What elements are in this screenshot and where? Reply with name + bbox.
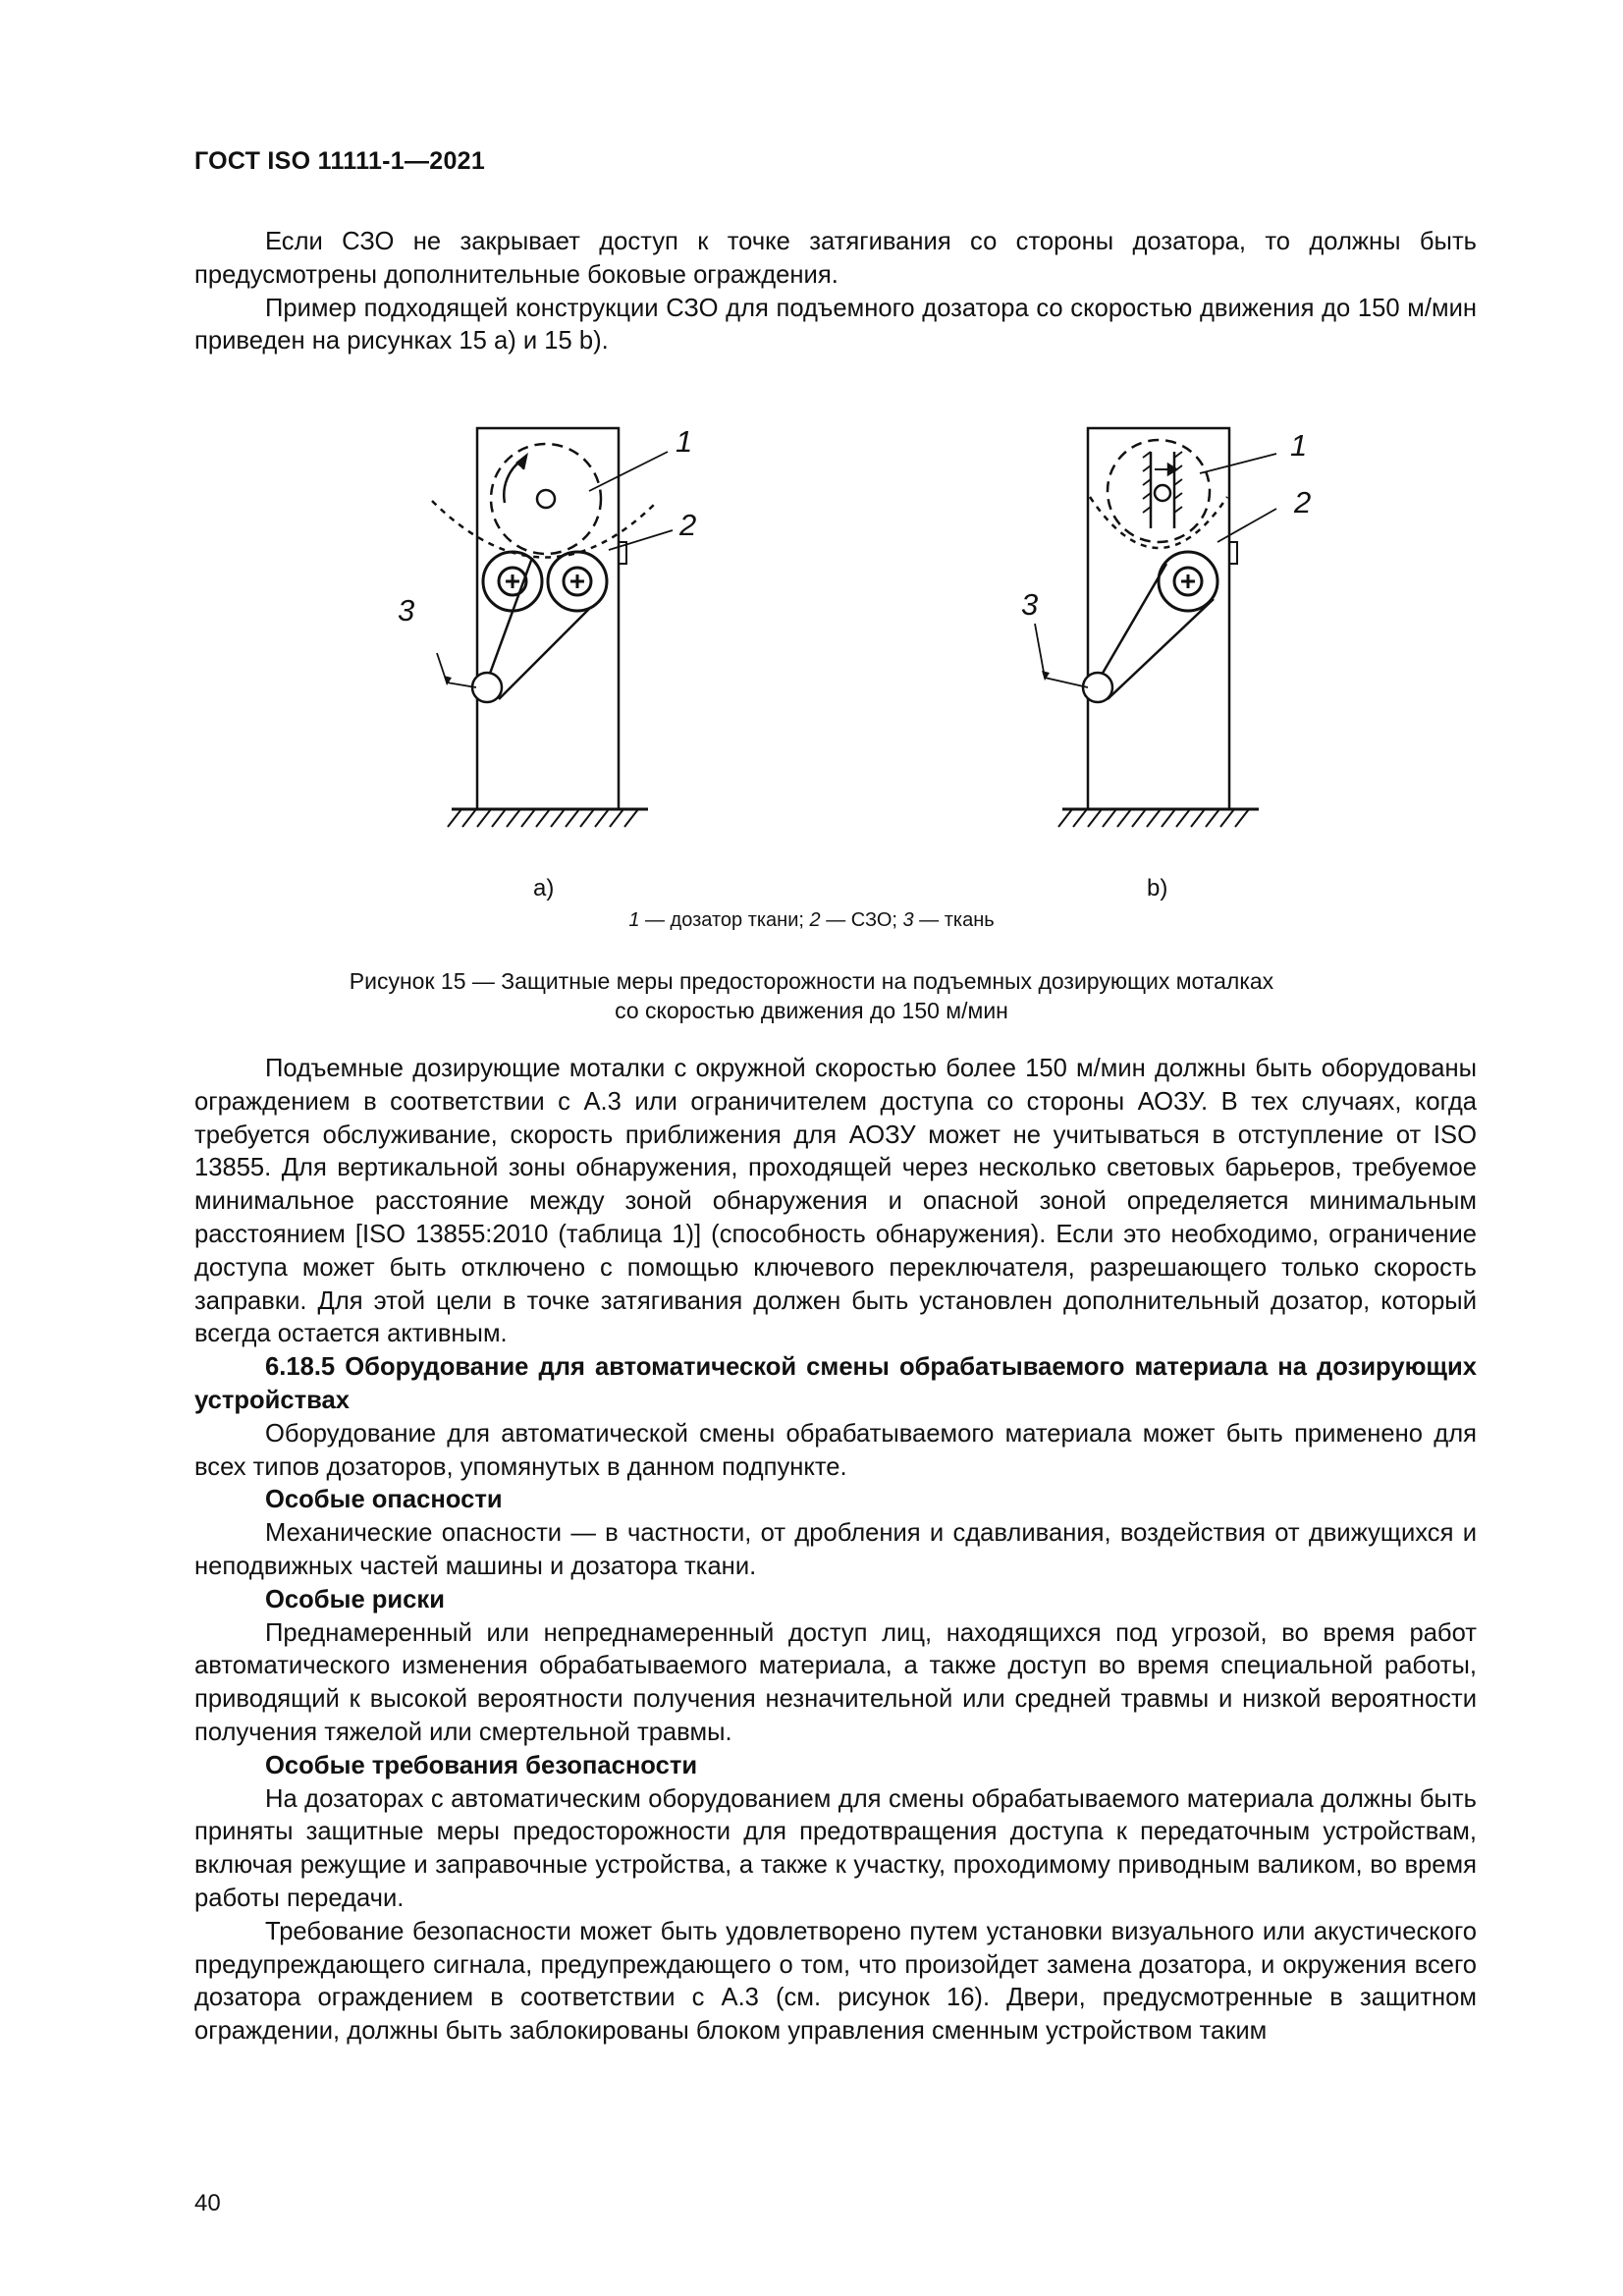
legend-text-3: — ткань (913, 909, 995, 931)
callout-1-b: 1 (1290, 428, 1308, 463)
ground-hatching (1058, 809, 1249, 827)
caption-line-2: со скоростью движения до 150 м/мин (615, 998, 1008, 1023)
rail-hatching (1143, 452, 1182, 513)
page-number: 40 (194, 2190, 221, 2216)
callout-2-a: 2 (679, 508, 697, 542)
ground-hatching (448, 809, 638, 827)
heading-safety-requirements: Особые требования безопасности (265, 1751, 698, 1779)
roller-cross (1181, 574, 1195, 588)
sublabel-a: a) (533, 875, 555, 902)
callout-2-b: 2 (1294, 485, 1312, 519)
paragraph-hazards: Механические опасности — в частности, от дробления и сдавливания, воздействия от движущихся и неподвижных частей машины и дозатора ткани. (194, 1519, 1477, 1580)
roller-cross (506, 574, 584, 588)
figure-15a (432, 428, 673, 827)
arrow-head (516, 456, 526, 469)
figure-caption (0, 966, 1623, 1025)
callout-leaders (437, 452, 673, 687)
paragraph-access-limiter: Подъемные дозирующие моталки с окружной скоростью более 150 м/мин должны быть оборудованы ограждением в соответствии с А.3 или ограничителем доступа со стороны АОЗУ. В тех случаях, когда требуется обслуживание, скорость приближения для АОЗУ может не учитываться в отступление от ISO 13855. Для вертикальной зоны обнаружения, проходящей через несколько световых барьеров, требуемое минимальное расстояние между зоной обнаружения и опасной зоной определяется минимальным расстоянием [ISO 13855:2010 (таблица 1)] (способность обнаружения). Если это необходимо, ограничение доступа может быть отключено с помощью ключевого переключателя, разрешающего только скорость заправки. Для этой цели в точке затягивания должен быть установлен дополнительный дозатор, который всегда остается активным. (194, 1055, 1477, 1348)
fabric-dispenser-roll (491, 444, 601, 554)
figure-15-drawing (393, 412, 1312, 903)
legend-num-2: 2 (809, 909, 821, 931)
callout-3-a: 3 (398, 593, 415, 628)
legend-text-1: — дозатор ткани; (639, 909, 810, 931)
body-text (194, 1053, 1477, 2049)
legend-num-3: 3 (902, 909, 914, 931)
legend-text-2: — СЗО; (820, 909, 903, 931)
fabric-path (487, 558, 589, 699)
figure-legend (0, 909, 1623, 932)
legend-num-1: 1 (628, 909, 640, 931)
sublabel-b: b) (1147, 875, 1168, 902)
document-header: ГОСТ ISO 11111-1—2021 (194, 147, 486, 175)
intro-paragraph-2: Пример подходящей конструкции СЗО для подъемного дозатора со скоростью движения до 150 м/мин приведен на рисунках 15 а) и 15 b). (194, 294, 1477, 355)
fabric-dispenser-roll (1108, 440, 1210, 542)
intro-text (194, 226, 1477, 358)
sublabels (533, 875, 1167, 902)
section-heading-6-18-5: 6.18.5 Оборудование для автоматической смены обрабатываемого материала на дозирующих устройствах (194, 1353, 1477, 1414)
paragraph-requirements: На дозаторах с автоматическим оборудованием для смены обрабатываемого материала должны быть приняты защитные меры предосторожности для предотвращения доступа к передаточным устройствам, включая режущие и заправочные устройства, а также к участку, проходимому приводным валиком, во время работы передачи. (194, 1784, 1477, 1912)
guard-arc (432, 501, 658, 558)
paragraph-requirement-fulfilment: Требование безопасности может быть удовлетворено путем установки визуального или акустического предупреждающего сигнала, предупреждающего о том, что произойдет замена дозатора, и окружения всего дозатора ограждением в соответствии с А.3 (см. рисунок 16). Двери, предусмотренные в защитном ограждении, должны быть заблокированы блоком управления сменным устройством таким (194, 1917, 1477, 2046)
callout-3-b: 3 (1021, 587, 1039, 622)
heading-special-risks: Особые риски (265, 1585, 445, 1613)
intro-paragraph-1: Если СЗО не закрывает доступ к точке затягивания со стороны дозатора, то должны быть предусмотрены дополнительные боковые ограждения. (194, 228, 1477, 289)
roll-axle (537, 490, 555, 508)
fabric-path (1098, 564, 1214, 699)
roll-axle (1155, 485, 1170, 501)
caption-line-1: Рисунок 15 — Защитные меры предосторожности на подъемных дозирующих моталках (349, 968, 1274, 994)
paragraph-risks: Преднамеренный или непреднамеренный доступ лиц, находящихся под угрозой, во время работ автоматического изменения обрабатываемого материала, а также доступ во время специальной работы, приводящий к высокой вероятности получения незначительной или средней травмы и низкой вероятности получения тяжелой или смертельной травмы. (194, 1618, 1477, 1746)
callout-1-a: 1 (676, 424, 693, 459)
figure-15b (1035, 428, 1276, 827)
machine-frame (477, 428, 619, 809)
paragraph-equipment: Оборудование для автоматической смены обрабатываемого материала может быть применено для всех типов дозаторов, упомянутых в данном подпункте. (194, 1419, 1477, 1481)
fabric-roller (472, 673, 502, 702)
heading-special-hazards: Особые опасности (265, 1486, 503, 1514)
